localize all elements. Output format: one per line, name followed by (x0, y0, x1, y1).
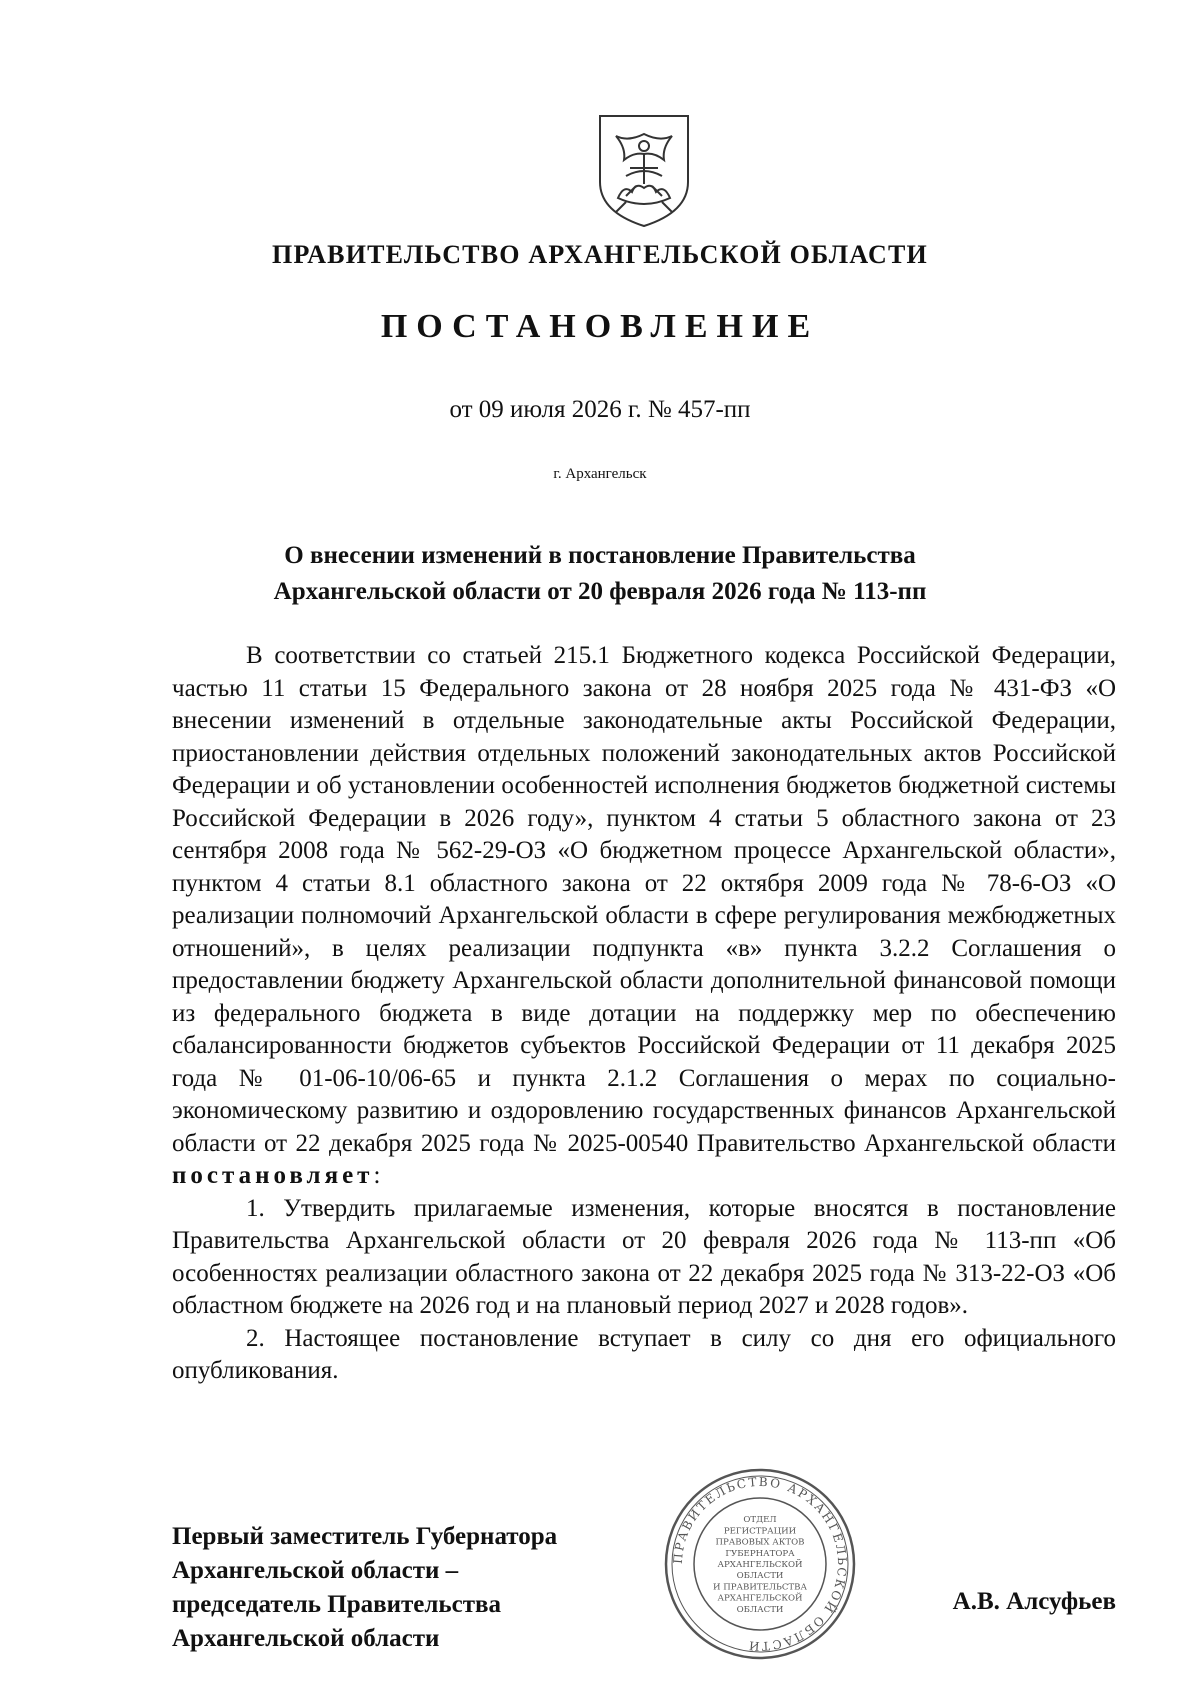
stamp-center-line: ГУБЕРНАТОРА (725, 1548, 795, 1559)
stamp-center-line: РЕГИСТРАЦИИ (723, 1526, 797, 1537)
signature-title-line-3: председатель Правительства (172, 1591, 502, 1618)
signatory-name: А.В. Алсуфьев (952, 1588, 1116, 1615)
coat-of-arms-icon (596, 112, 692, 230)
stamp-center-line: ПРАВОВЫХ АКТОВ (715, 1537, 805, 1548)
stamp-ring-text: ПРАВИТЕЛЬСТВО АРХАНГЕЛЬСКОЙ ОБЛАСТИ (670, 1474, 850, 1654)
document-body (172, 640, 1116, 1388)
preamble-paragraph (172, 640, 1116, 1193)
resolves-word: постановляет (172, 1162, 374, 1189)
signature-title-line-1: Первый заместитель Губернатора (172, 1523, 558, 1550)
resolves-colon: : (373, 1162, 381, 1189)
signature-title-line-4: Архангельской области (172, 1625, 440, 1652)
title-line-2: Архангельской области от 20 февраля 2026 года № 113-пп (273, 578, 927, 605)
stamp-center-text (713, 1515, 807, 1615)
stamp-center-line: АРХАНГЕЛЬСКОЙ (717, 1560, 803, 1570)
document-type: ПОСТАНОВЛЕНИЕ (380, 308, 820, 345)
stamp-center-line: ОБЛАСТИ (736, 1571, 784, 1582)
signature-title-line-2: Архангельской области – (172, 1557, 459, 1584)
official-stamp (662, 1466, 858, 1662)
stamp-center-line: ОТДЕЛ (743, 1515, 777, 1526)
signature-block (172, 1520, 557, 1656)
title-line-1: О внесении изменений в постановление Правительства (284, 542, 916, 569)
city: г. Архангельск (553, 466, 647, 482)
stamp-center-line: И ПРАВИТЕЛЬСТВА (713, 1582, 807, 1593)
organization-name: ПРАВИТЕЛЬСТВО АРХАНГЕЛЬСКОЙ ОБЛАСТИ (272, 240, 928, 269)
item-2: 2. Настоящее постановление вступает в силу со дня его официального опубликования. (172, 1324, 1116, 1384)
date-number: от 09 июля 2026 г. № 457-пп (449, 396, 751, 423)
item-1: 1. Утвердить прилагаемые изменения, которые вносятся в постановление Правительства Архангельской области от 20 февраля 2026 года № 113-пп «Об особенностях реализации областного закона от 22 декабря 2025 года № 313-22-ОЗ «Об областном бюджете на 2026 год и на плановый период 2027 и 2028 годов». (172, 1194, 1116, 1319)
stamp-center-line: ОБЛАСТИ (736, 1604, 784, 1615)
document-title (200, 538, 1000, 610)
stamp-center-line: АРХАНГЕЛЬСКОЙ (717, 1593, 803, 1604)
preamble-text: В соответствии со статьей 215.1 Бюджетного кодекса Российской Федерации, частью 11 статьи 15 Федерального закона от 28 ноября 2025 года № 431-ФЗ «О внесении изменений в отдельные законодательные акты Российской Федерации, приостановлении действия отдельных положений законодательных актов Российской Федерации и об установлении особенностей исполнения бюджетов бюджетной системы Российской Федерации в 2026 году», пунктом 4 статьи 5 областного закона от 23 сентября 2008 года № 562-29-ОЗ «О бюджетном процессе Архангельской области», пунктом 4 статьи 8.1 областного закона от 22 октября 2009 года № 78-6-ОЗ «О реализации полномочий Архангельской области в сфере регулирования межбюджетных отношений», в целях реализации подпункта «в» пункта 3.2.2 Соглашения о предоставлении бюджету Архангельской области дополнительной финансовой помощи из федерального бюджета в виде дотации на поддержку мер по обеспечению сбалансированности бюджетов субъектов Российской Федерации от 11 декабря 2025 года № 01-06-10/06-65 и пункта 2.1.2 Соглашения о мерах по социально-экономическому развитию и оздоровлению государственных финансов Архангельской области от 22 декабря 2025 года № 2025-00540 Правительство Архангельской области (172, 642, 1116, 1157)
